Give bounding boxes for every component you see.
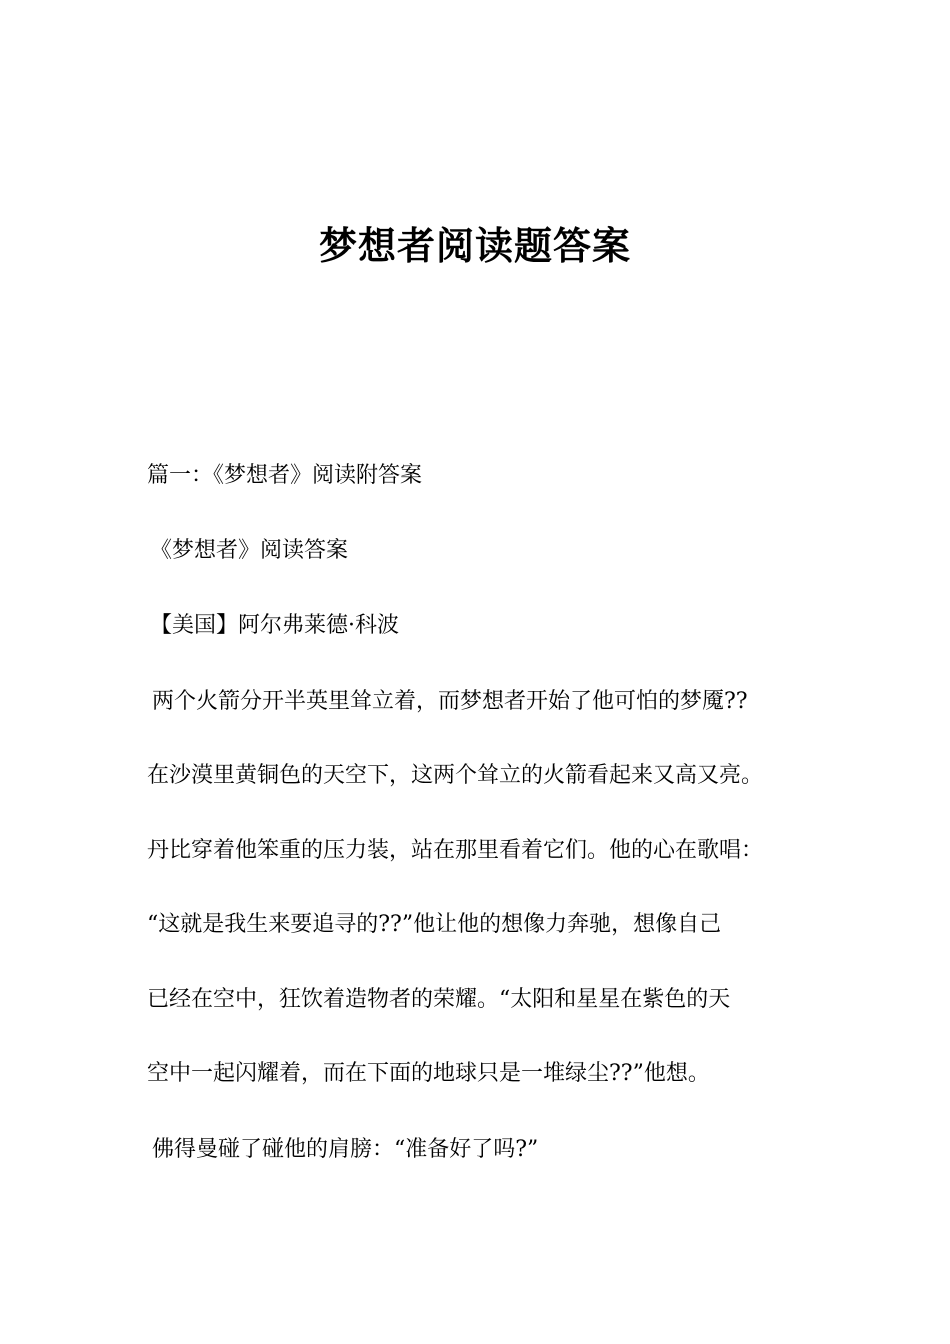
body-line-1: 两个火箭分开半英里耸立着，而梦想者开始了他可怕的梦魇??	[152, 689, 748, 714]
document-title: 梦想者阅读题答案	[318, 224, 631, 268]
section-heading: 篇一：《梦想者》阅读附答案	[147, 463, 423, 488]
body-line-2: 在沙漠里黄铜色的天空下，这两个耸立的火箭看起来又高又亮。	[147, 763, 764, 788]
author-line: 【美国】阿尔弗莱德·科波	[150, 613, 399, 638]
body-line-3: 丹比穿着他笨重的压力装，站在那里看着它们。他的心在歌唱：	[147, 838, 764, 863]
body-line-7: 佛得曼碰了碰他的肩膀：“准备好了吗?”	[152, 1137, 539, 1162]
body-line-4: “这就是我生来要追寻的??”他让他的想像力奔驰，想像自己	[147, 912, 722, 937]
body-line-6: 空中一起闪耀着，而在下面的地球只是一堆绿尘??”他想。	[147, 1061, 710, 1086]
subtitle-line: 《梦想者》阅读答案	[150, 538, 349, 563]
body-line-5: 已经在空中，狂饮着造物者的荣耀。“太阳和星星在紫色的天	[147, 987, 731, 1012]
